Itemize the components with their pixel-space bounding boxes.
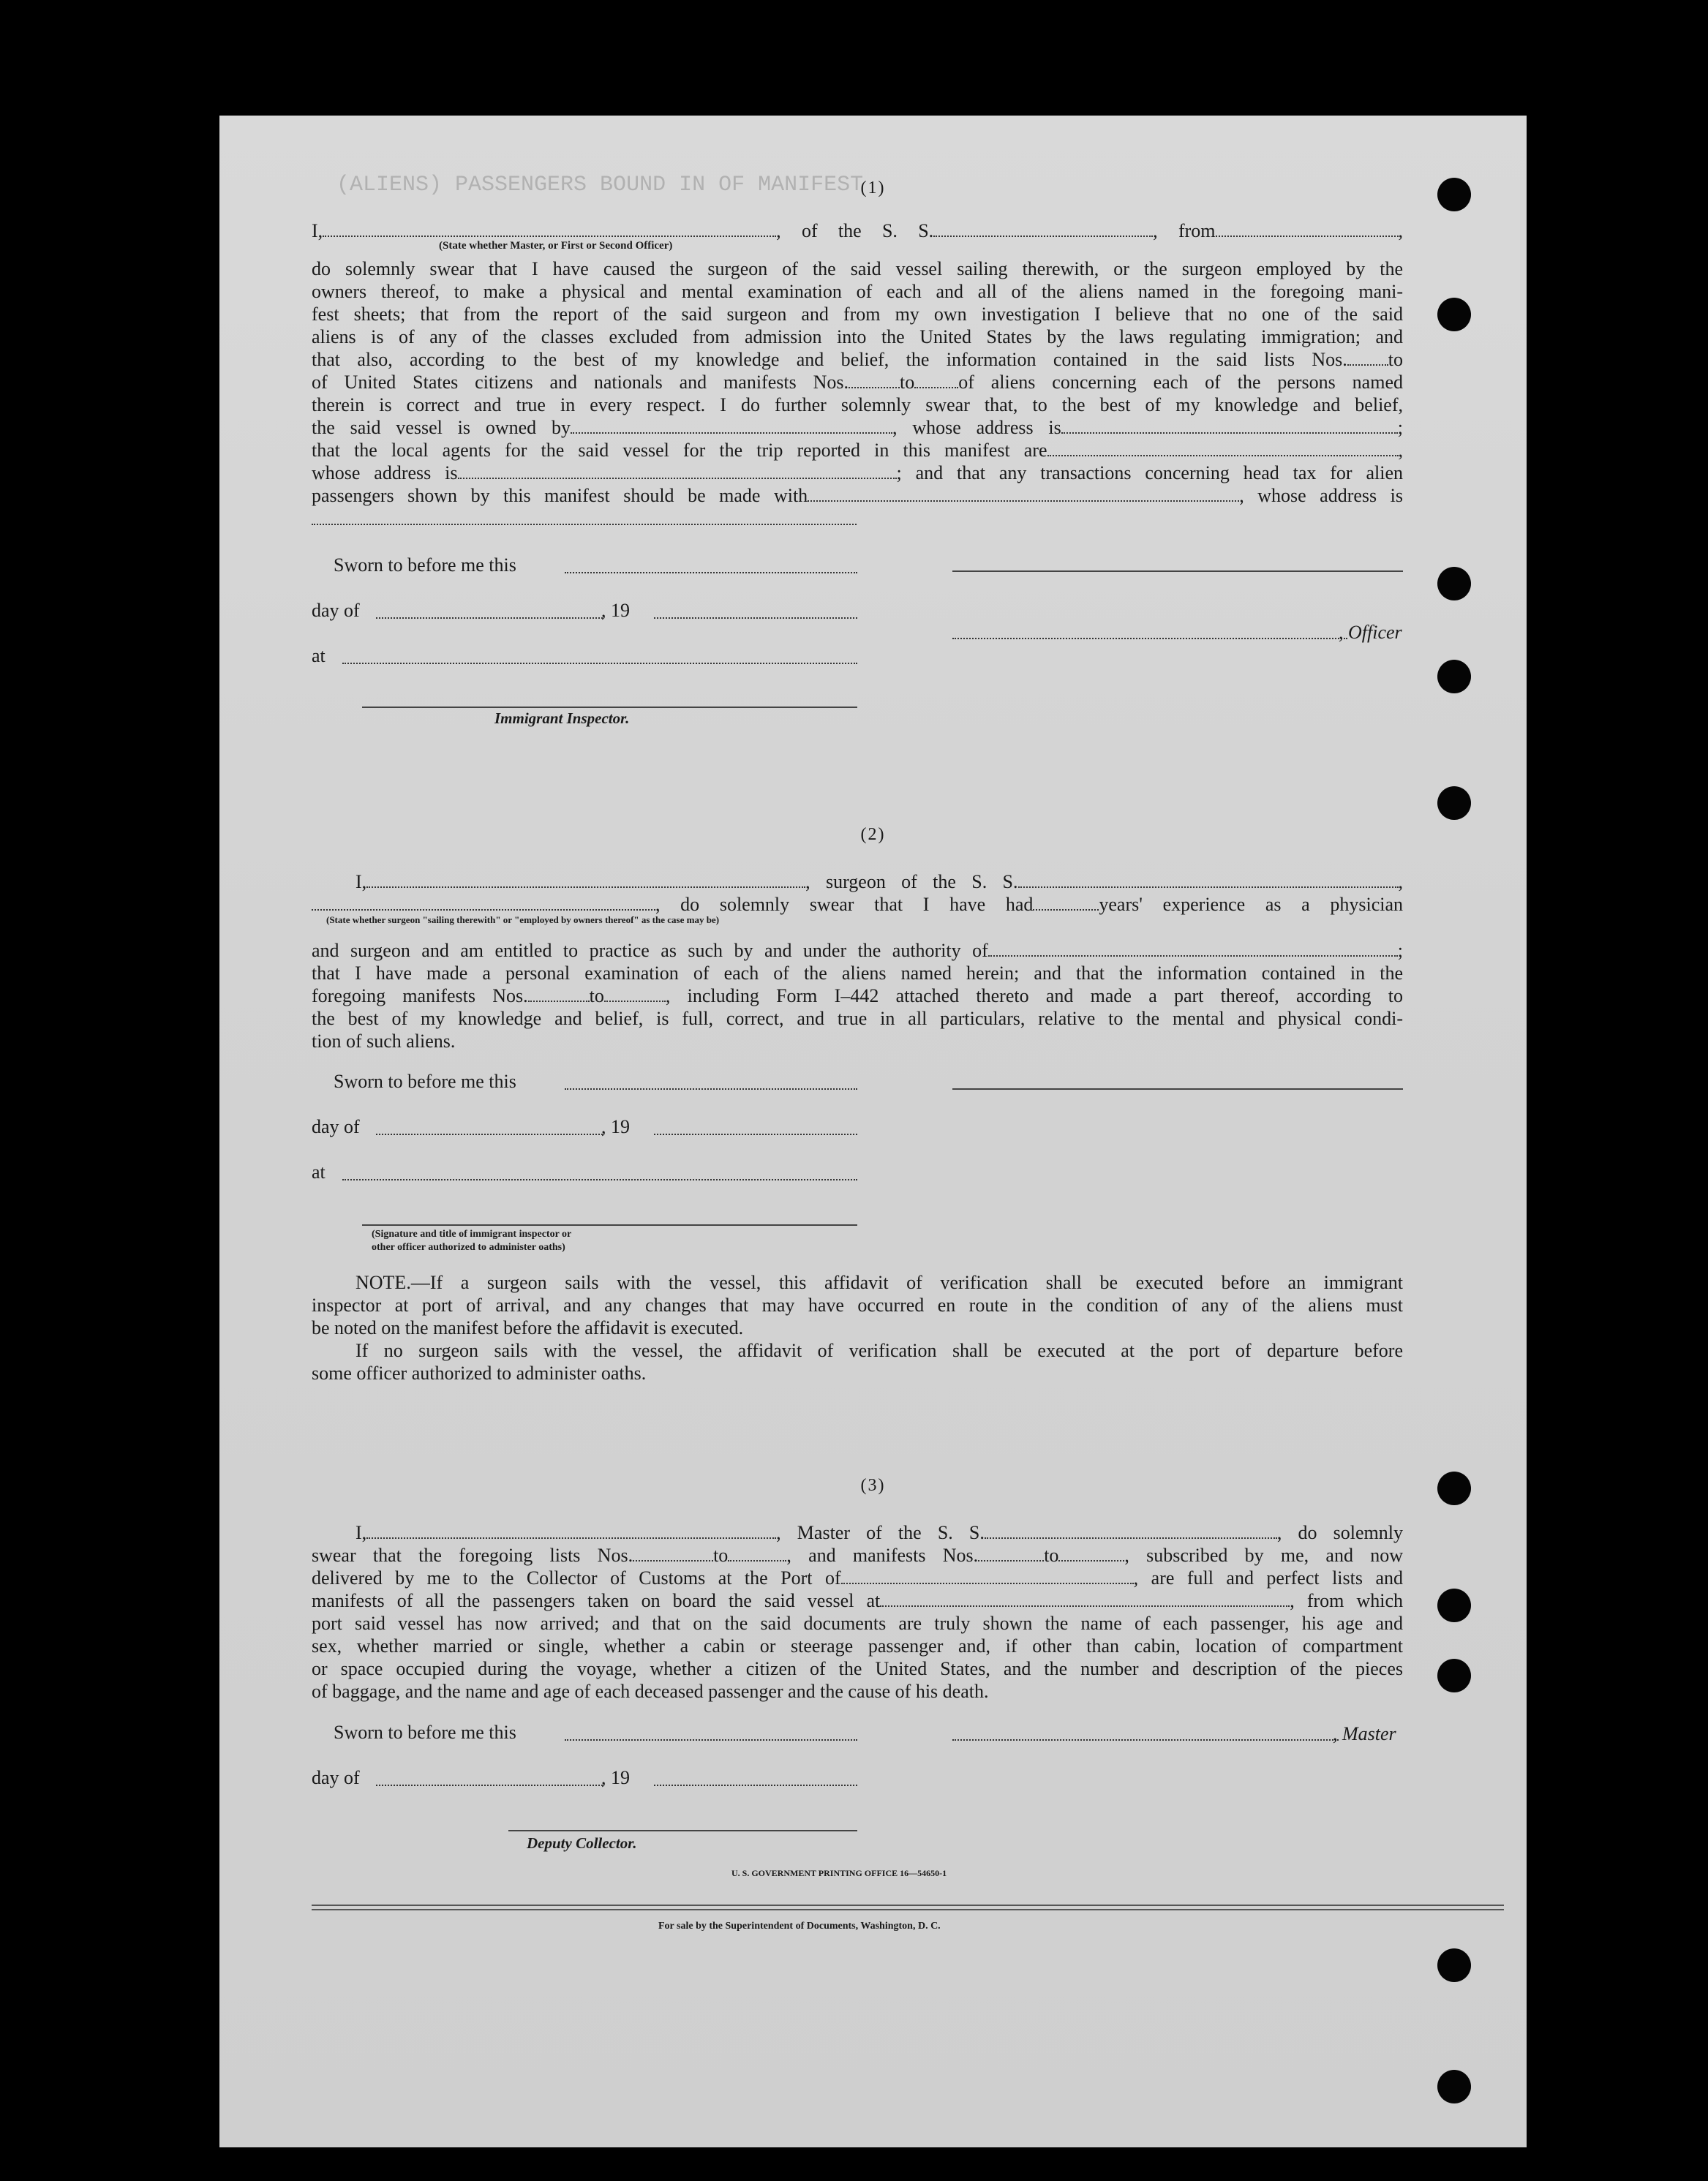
deputy-collector-label: Deputy Collector.	[527, 1834, 637, 1852]
section-2-line-5: foregoing manifests Nos. to , including Form I–442 attached thereto and made a part thereof, according to	[312, 985, 1404, 1006]
section-2-line-6: the best of my knowledge and belief, is full, correct, and true in all particulars, relative to the mental and physical condi-	[312, 1008, 1403, 1029]
section-1-heading: (1)	[860, 178, 886, 197]
section-3-line-2: swear that the foregoing lists Nos. to , and manifests Nos. to , subscribed by me, and now	[312, 1545, 1404, 1566]
local-agents-field[interactable]	[1047, 440, 1399, 456]
section-1-day-field[interactable]	[376, 617, 603, 619]
master-label: , Master	[1333, 1723, 1396, 1744]
alien-manifest-from-field[interactable]	[849, 372, 900, 388]
citizen-list-from-field[interactable]	[1347, 350, 1388, 366]
section-3-line-8: of baggage, and the name and age of each deceased passenger and the cause of his death.	[312, 1681, 989, 1702]
section-2-at-label: at	[312, 1161, 326, 1183]
section-2-day-field[interactable]	[376, 1134, 603, 1135]
section-1-year-field[interactable]	[654, 617, 857, 619]
section-1-line-2: do solemnly swear that I have caused the surgeon of the said vessel sailing therewith, or the surgeon employed by the	[312, 258, 1403, 279]
section-3-day-field[interactable]	[376, 1785, 603, 1786]
vessel-name-field[interactable]	[933, 221, 1153, 237]
note-line-1: NOTE.—If a surgeon sails with the vessel, this affidavit of verification shall be executed before an immigrant	[355, 1272, 1403, 1293]
punch-hole	[1437, 1948, 1471, 1982]
practice-authority-field[interactable]	[988, 941, 1398, 957]
section-1-line-3: owners thereof, to make a physical and mental examination of each and all of the aliens named in the foregoing mani-	[312, 281, 1403, 302]
master-manifest-from-field[interactable]	[978, 1545, 1044, 1562]
bleed-through-text: (ALIENS) PASSENGERS BOUND IN OF MANIFEST	[336, 173, 864, 197]
surgeon-name-field[interactable]	[366, 872, 805, 888]
section-1-line-7: of United States citizens and nationals and manifests Nos. to of aliens concerning each of the persons named	[312, 372, 1403, 393]
note-line-2: inspector at port of arrival, and any changes that may have occurred en route in the condition of any of the aliens must	[312, 1295, 1403, 1316]
surgeon-manifest-from-field[interactable]	[528, 986, 590, 1002]
section-2-line-3: and surgeon and am entitled to practice as such by and under the authority of ;	[312, 940, 1403, 961]
vessel-owner-field[interactable]	[571, 418, 892, 434]
signature-note-line-1: (Signature and title of immigrant inspector or	[372, 1229, 572, 1240]
printing-office-imprint: U. S. GOVERNMENT PRINTING OFFICE 16—54650-1	[731, 1868, 947, 1878]
section-2-line-2: , do solemnly swear that I have had years' experience as a physician	[312, 893, 1403, 916]
head-tax-address-field[interactable]	[312, 524, 857, 525]
footer-rule-bottom	[312, 1909, 1504, 1910]
inspector-signature-line[interactable]	[362, 707, 857, 708]
owner-address-field[interactable]	[1061, 418, 1398, 434]
punch-hole	[1437, 660, 1471, 693]
section-3-line-4: manifests of all the passengers taken on board the said vessel at , from which	[312, 1590, 1403, 1611]
section-3-line-6: sex, whether married or single, whether a cabin or steerage passenger and, if other than cabin, location of compartment	[312, 1635, 1403, 1657]
officer-label: , Officer	[1339, 622, 1402, 643]
section-1-place-field[interactable]	[342, 663, 857, 664]
section-2-status-note: (State whether surgeon "sailing therewith" or "employed by owners thereof" as the case may be)	[326, 914, 720, 925]
section-3-line-7: or space occupied during the voyage, whether a citizen of the United States, and the number and description of the pieces	[312, 1658, 1403, 1679]
punch-hole	[1437, 2070, 1471, 2103]
sale-notice: For sale by the Superintendent of Documents, Washington, D. C.	[658, 1921, 941, 1932]
section-2-vessel-field[interactable]	[1018, 872, 1399, 888]
footer-rule-top	[312, 1905, 1504, 1906]
section-1-line-4: fest sheets; that from the report of the said surgeon and from my own investigation I believe that no one of the said	[312, 304, 1403, 325]
section-2-sworn-label: Sworn to before me this	[334, 1071, 516, 1092]
section-3-year-label: , 19	[601, 1767, 630, 1788]
section-1-line-1: I, , of the S. S. , from ,	[312, 220, 1403, 241]
surgeon-status-field[interactable]	[312, 894, 655, 911]
section-2-day-label: day of	[312, 1116, 360, 1137]
section-1-line-10: that the local agents for the said vessel for the trip reported in this manifest are ,	[312, 440, 1403, 461]
administering-officer-signature-line[interactable]	[362, 1224, 857, 1226]
section-3-year-field[interactable]	[654, 1785, 857, 1786]
section-1-line-5: aliens is of any of the classes excluded from admission into the United States by the laws regulating immigration; and	[312, 326, 1403, 347]
section-1-at-label: at	[312, 645, 326, 666]
officer-rank-field[interactable]	[323, 221, 776, 237]
manifest-back-page	[219, 116, 1527, 2147]
section-2-sworn-date-field[interactable]	[565, 1088, 857, 1090]
port-of-arrival-field[interactable]	[841, 1568, 1134, 1584]
punch-hole	[1437, 786, 1471, 820]
section-1-sworn-label: Sworn to before me this	[334, 554, 516, 576]
section-3-sworn-date-field[interactable]	[565, 1739, 857, 1741]
section-2-place-field[interactable]	[342, 1179, 857, 1180]
section-3-line-1: I, , Master of the S. S. , do solemnly	[355, 1522, 1403, 1543]
section-1-line-12: passengers shown by this manifest should be made with , whose address is	[312, 485, 1403, 506]
section-1-sworn-date-field[interactable]	[565, 572, 857, 573]
head-tax-contact-field[interactable]	[808, 486, 1239, 502]
master-list-to-field[interactable]	[728, 1545, 786, 1562]
section-3-vessel-field[interactable]	[985, 1523, 1277, 1539]
surgeon-manifest-to-field[interactable]	[604, 986, 666, 1002]
surgeon-signature-line[interactable]	[952, 1088, 1403, 1090]
section-3-line-5: port said vessel has now arrived; and that on the said documents are truly shown the name of each passenger, his age and	[312, 1613, 1403, 1634]
signature-note-line-2: other officer authorized to administer oaths)	[372, 1242, 565, 1253]
master-signature-field[interactable]	[952, 1739, 1339, 1741]
master-manifest-to-field[interactable]	[1058, 1545, 1124, 1562]
section-1-line-8: therein is correct and true in every respect. I do further solemnly swear that, to the best of my knowledge and belief,	[312, 394, 1403, 415]
immigrant-inspector-label: Immigrant Inspector.	[494, 709, 630, 727]
section-1-line-6: that also, according to the best of my knowledge and belief, the information contained in the said lists Nos. to	[312, 349, 1403, 370]
alien-manifest-to-field[interactable]	[914, 372, 958, 388]
section-2-line-4: that I have made a personal examination of each of the aliens named herein; and that the information contained in the	[312, 963, 1403, 984]
section-3-line-3: delivered by me to the Collector of Customs at the Port of , are full and perfect lists and	[312, 1567, 1403, 1589]
section-1-line-9: the said vessel is owned by , whose address is ;	[312, 417, 1403, 438]
section-1-day-label: day of	[312, 600, 360, 621]
port-of-embarkation-field[interactable]	[880, 1591, 1290, 1607]
master-name-field[interactable]	[366, 1523, 776, 1539]
section-3-heading: (3)	[860, 1476, 886, 1495]
officer-signature-field[interactable]	[952, 638, 1347, 639]
section-2-year-label: , 19	[601, 1116, 630, 1137]
section-2-line-1: I, , surgeon of the S. S. ,	[355, 871, 1403, 892]
section-1-line-11: whose address is ; and that any transactions concerning head tax for alien	[312, 462, 1403, 483]
section-2-heading: (2)	[860, 825, 886, 844]
section-2-line-7: tion of such aliens.	[312, 1031, 456, 1052]
section-1-year-label: , 19	[601, 600, 630, 621]
punch-hole	[1437, 1589, 1471, 1622]
note-line-5: some officer authorized to administer oaths.	[312, 1363, 647, 1384]
officer-signature-line-top[interactable]	[952, 570, 1403, 572]
master-list-from-field[interactable]	[633, 1545, 713, 1562]
punch-hole	[1437, 1659, 1471, 1692]
agents-address-field[interactable]	[458, 463, 897, 479]
section-1-rank-note: (State whether Master, or First or Second Officer)	[439, 240, 673, 252]
punch-hole	[1437, 178, 1471, 211]
punch-hole	[1437, 1472, 1471, 1505]
section-3-sworn-label: Sworn to before me this	[334, 1722, 516, 1743]
section-2-year-field[interactable]	[654, 1134, 857, 1135]
note-line-4: If no surgeon sails with the vessel, the affidavit of verification shall be executed at the port of departure before	[355, 1340, 1403, 1361]
punch-hole	[1437, 298, 1471, 331]
punch-hole	[1437, 567, 1471, 600]
section-3-day-label: day of	[312, 1767, 360, 1788]
note-line-3: be noted on the manifest before the affidavit is executed.	[312, 1317, 744, 1338]
departure-port-field[interactable]	[1216, 221, 1399, 237]
years-experience-field[interactable]	[1033, 894, 1099, 911]
collector-signature-line[interactable]	[508, 1830, 857, 1831]
